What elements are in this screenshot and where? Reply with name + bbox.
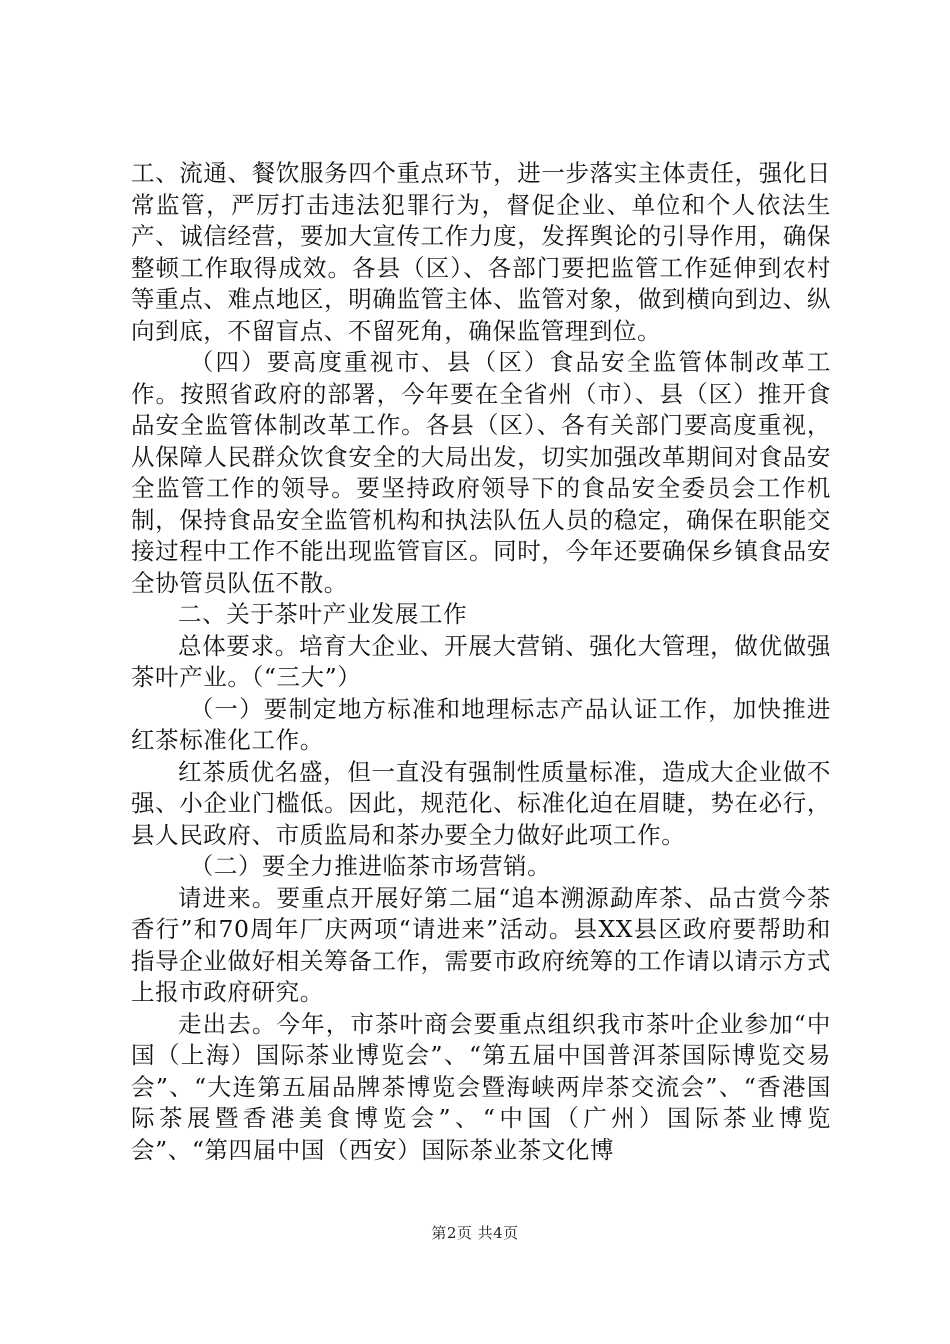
paragraph-invite-in: 请进来。要重点开展好第二届“追本溯源勐库茶、品古赏今茶香行”和70周年厂庆两项“请进来”活动。县XX县区政府要帮助和指导企业做好相关筹备工作，需要市政府统筹的工作请以请示方式上报市政府研究。 (131, 883, 831, 1006)
paragraph-subsection-one: （一）要制定地方标准和地理标志产品认证工作，加快推进红茶标准化工作。 (131, 694, 831, 754)
paragraph-overall-requirements: 总体要求。培育大企业、开展大营销、强化大管理，做优做强茶叶产业。（“三大”） (131, 631, 831, 691)
paragraph-black-tea: 红茶质优名盛，但一直没有强制性质量标准，造成大企业做不强、小企业门槛低。因此，规范化、标准化迫在眉睫，势在必行，县人民政府、市质监局和茶办要全力做好此项工作。 (131, 757, 831, 849)
paragraph-section-four: （四）要高度重视市、县（区）食品安全监管体制改革工作。按照省政府的部署，今年要在全省州（市）、县（区）推开食品安全监管体制改革工作。各县（区）、各有关部门要高度重视，从保障人民群众饮食安全的大局出发，切实加强改革期间对食品安全监管工作的领导。要坚持政府领导下的食品安全委员会工作机制，保持食品安全监管机构和执法队伍人员的稳定，确保在职能交接过程中工作不能出现监管盲区。同时，今年还要确保乡镇食品安全协管员队伍不散。 (131, 348, 831, 597)
document-body (131, 158, 831, 1166)
page-number-footer: 第2页 共4页 (431, 1224, 519, 1242)
paragraph-subsection-two: （二）要全力推进临茶市场营销。 (189, 852, 552, 880)
paragraph-go-out: 走出去。今年，市茶叶商会要重点组织我市茶叶企业参加“中国（上海）国际茶业博览会”、“第五届中国普洱茶国际博览交易会”、“大连第五届品牌茶博览会暨海峡两岸茶交流会”、“香港国际茶展暨香港美食博览会”、“中国（广州）国际茶业博览会”、“第四届中国（西安）国际茶业茶文化博 (131, 1009, 831, 1164)
section-heading-tea-industry: 二、关于茶叶产业发展工作 (178, 600, 468, 628)
paragraph-continuation: 工、流通、餐饮服务四个重点环节，进一步落实主体责任，强化日常监管，严厉打击违法犯罪行为，督促企业、单位和个人依法生产、诚信经营，要加大宣传工作力度，发挥舆论的引导作用，确保整顿工作取得成效。各县（区）、各部门要把监管工作延伸到农村等重点、难点地区，明确监管主体、监管对象，做到横向到边、纵向到底，不留盲点、不留死角，确保监管理到位。 (131, 159, 831, 345)
